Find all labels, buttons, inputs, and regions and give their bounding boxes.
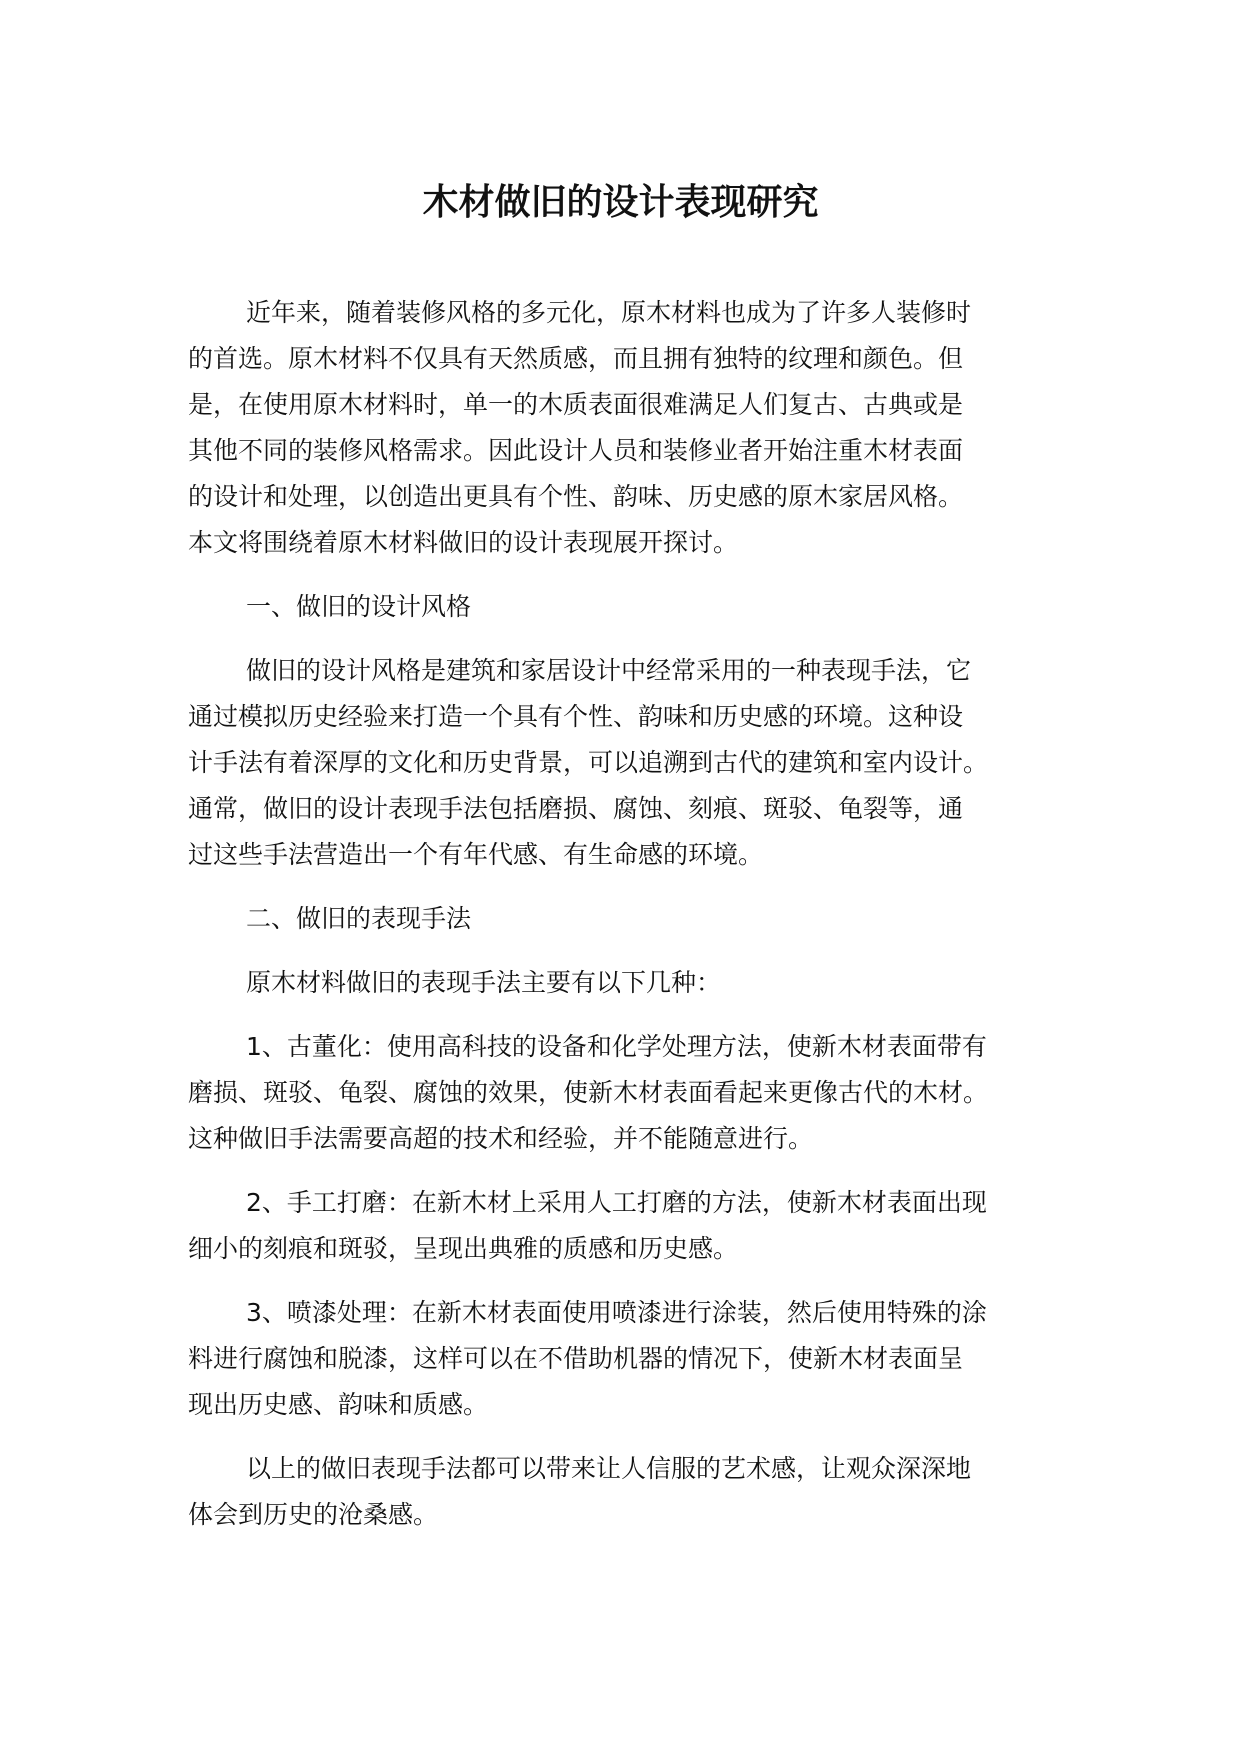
document-title: 木材做旧的设计表现研究 [422,182,819,223]
paragraph-line: 以上的做旧表现手法都可以带来让人信服的艺术感，让观众深深地 [246,1454,972,1483]
paragraph-line: 细小的刻痕和斑驳，呈现出典雅的质感和历史感。 [188,1234,739,1263]
paragraph-method-3 [188,1290,1068,1428]
paragraph-design-style [188,648,1068,878]
paragraph-line: 磨损、斑驳、龟裂、腐蚀的效果，使新木材表面看起来更像古代的木材。 [188,1078,989,1107]
paragraph-line: 过这些手法营造出一个有年代感、有生命感的环境。 [188,840,764,869]
section-heading-1 [188,584,1068,630]
paragraph-method-2 [188,1180,1068,1272]
paragraph-line: 料进行腐蚀和脱漆，这样可以在不借助机器的情况下，使新木材表面呈 [188,1344,964,1373]
section-heading-text: 一、做旧的设计风格 [246,592,472,621]
paragraph-line: 1、古董化：使用高科技的设备和化学处理方法，使新木材表面带有 [246,1032,987,1061]
document-body [188,290,1068,1556]
paragraph-line: 通常，做旧的设计表现手法包括磨损、腐蚀、刻痕、斑驳、龟裂等，通 [188,794,964,823]
paragraph-line: 3、喷漆处理：在新木材表面使用喷漆进行涂装，然后使用特殊的涂 [246,1298,987,1327]
paragraph-line: 本文将围绕着原木材料做旧的设计表现展开探讨。 [188,528,739,557]
paragraph-line: 的首选。原木材料不仅具有天然质感，而且拥有独特的纹理和颜色。但 [188,344,964,373]
section-heading-text: 二、做旧的表现手法 [246,904,472,933]
paragraph-line: 做旧的设计风格是建筑和家居设计中经常采用的一种表现手法，它 [246,656,972,685]
section-heading-2 [188,896,1068,942]
paragraph-line: 体会到历史的沧桑感。 [188,1500,439,1529]
paragraph-line: 其他不同的装修风格需求。因此设计人员和装修业者开始注重木材表面 [188,436,964,465]
paragraph-intro [188,290,1068,566]
paragraph-line: 的设计和处理，以创造出更具有个性、韵味、历史感的原木家居风格。 [188,482,964,511]
paragraph-methods-intro [188,960,1068,1006]
paragraph-line: 通过模拟历史经验来打造一个具有个性、韵味和历史感的环境。这种设 [188,702,964,731]
paragraph-line: 计手法有着深厚的文化和历史背景，可以追溯到古代的建筑和室内设计。 [188,748,989,777]
paragraph-method-1 [188,1024,1068,1162]
paragraph-line: 近年来，随着装修风格的多元化，原木材料也成为了许多人装修时 [246,298,972,327]
paragraph-line: 是，在使用原木材料时，单一的木质表面很难满足人们复古、古典或是 [188,390,964,419]
paragraph-line: 这种做旧手法需要高超的技术和经验，并不能随意进行。 [188,1124,814,1153]
paragraph-line: 2、手工打磨：在新木材上采用人工打磨的方法，使新木材表面出现 [246,1188,987,1217]
paragraph-line: 原木材料做旧的表现手法主要有以下几种： [246,968,722,997]
paragraph-line: 现出历史感、韵味和质感。 [188,1390,489,1419]
paragraph-conclusion [188,1446,1068,1538]
